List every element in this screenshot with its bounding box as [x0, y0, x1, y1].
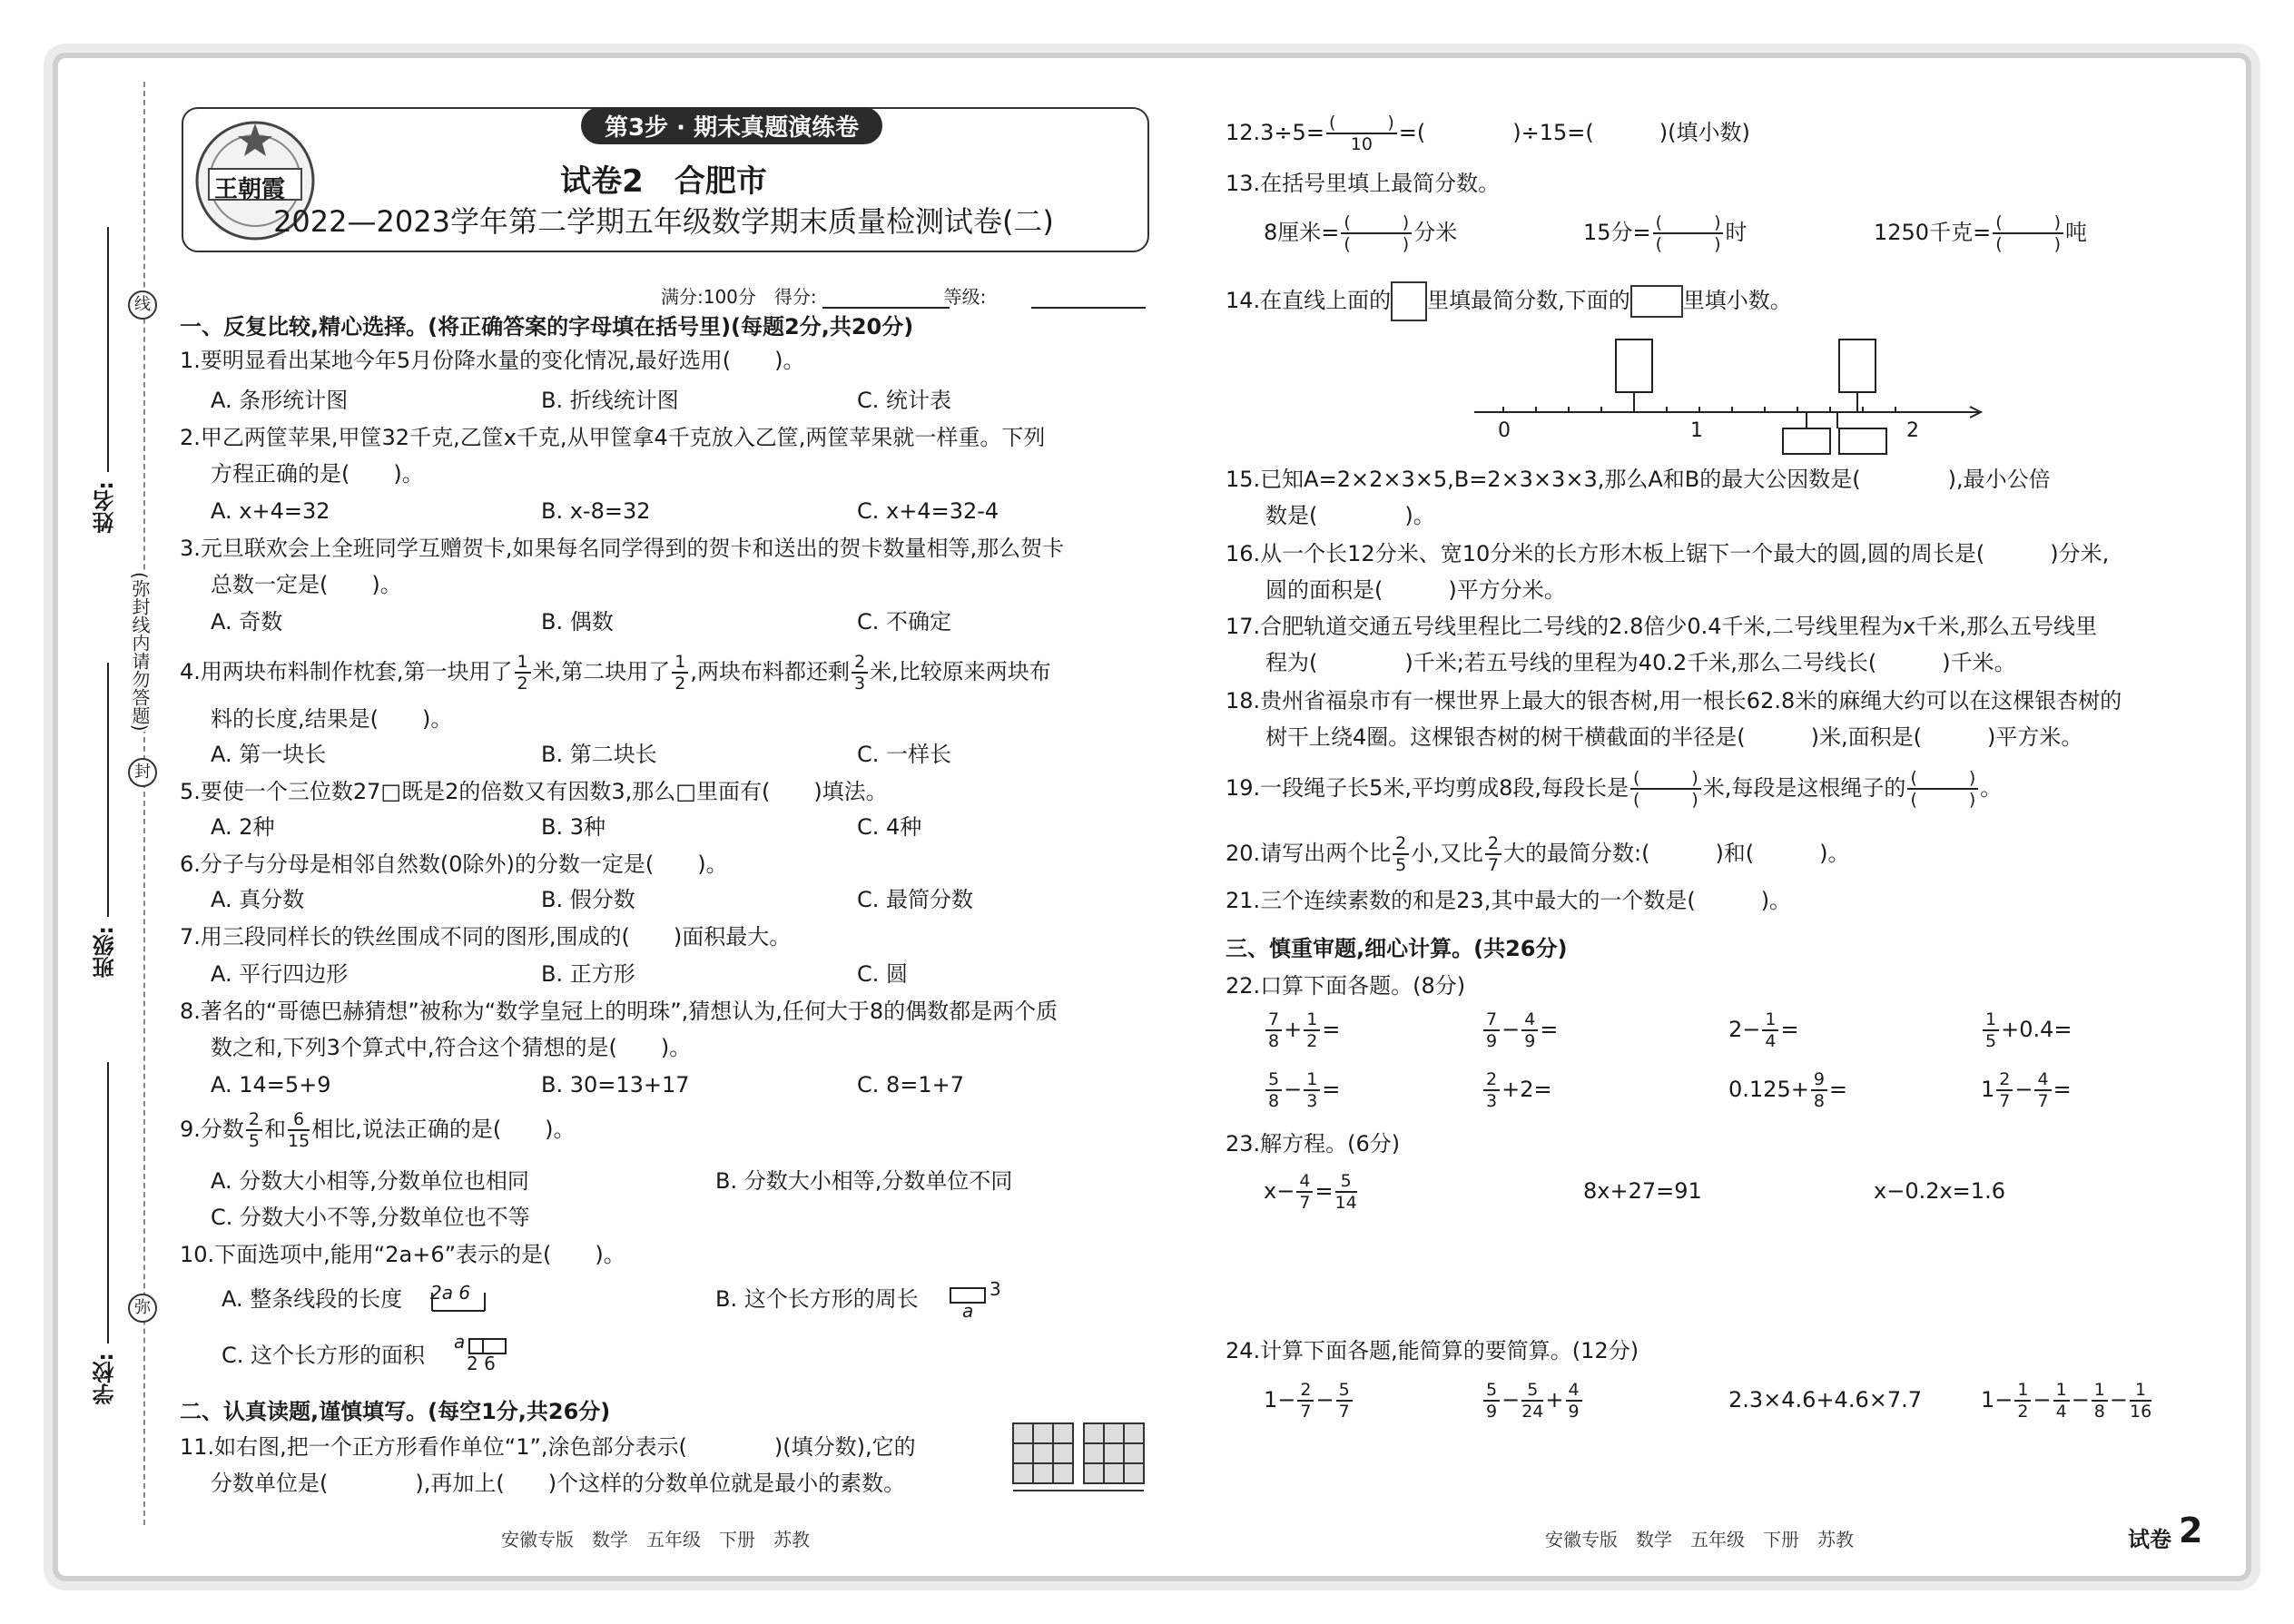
q8-opt-a[interactable]: A. 14=5+9: [211, 1072, 331, 1097]
q2-opt-c[interactable]: C. x+4=32-4: [857, 498, 999, 524]
q17-line2: 程为( )千米;若五号线的里程为40.2千米,那么二号线长( )千米。: [1265, 650, 2016, 675]
q2-line2: 方程正确的是( )。: [211, 461, 424, 487]
q1-opt-a[interactable]: A. 条形统计图: [211, 388, 349, 413]
q23-eq-3: x−0.2x=1.6: [1874, 1178, 2005, 1204]
q2-opt-a[interactable]: A. x+4=32: [211, 498, 330, 524]
q5: 5.要使一个三位数27□既是2的倍数又有因数3,那么□里面有( )填法。: [180, 779, 888, 804]
frac-q12: $\frac{( )}{10}$: [1326, 113, 1397, 154]
q1-opt-b[interactable]: B. 折线统计图: [541, 388, 679, 413]
q11-line2: 分数单位是( ),再加上( )个这样的分数单位就是最小的素数。: [211, 1471, 906, 1496]
q10-opt-c[interactable]: C. 这个长方形的面积: [222, 1343, 426, 1368]
axis-tick-2: 2: [1906, 419, 1919, 442]
grade-blank[interactable]: [1031, 307, 1146, 309]
q22-item-6: $\frac{2}{3}$ +2=: [1482, 1069, 1552, 1111]
school-label: 学校:: [93, 1353, 118, 1405]
q13-item-1: 8厘米= $\frac{( )}{( )}$ 分米: [1264, 212, 1458, 254]
q4-opt-b[interactable]: B. 第二块长: [541, 742, 657, 767]
q24-item-1: 1− $\frac{2}{7}$ − $\frac{5}{7}$: [1264, 1380, 1354, 1422]
q4-opt-a[interactable]: A. 第一块长: [211, 742, 327, 767]
q10-fig-b-side: 3: [989, 1278, 1001, 1300]
class-label: 班级:: [93, 926, 118, 979]
frac-q9a: $\frac{2}{5}$: [246, 1109, 262, 1151]
q24-item-4: 1− $\frac{1}{2}$ − $\frac{1}{4}$ − $\frac{1}{8}$ − $\frac{1}{16}$: [1981, 1380, 2152, 1422]
q22-item-2: $\frac{7}{9}$ − $\frac{4}{9}$ =: [1482, 1009, 1558, 1051]
q9: 9.分数 $\frac{2}{5}$ 和 $\frac{6}{15}$ 相比,说法正确的是( )。: [180, 1109, 576, 1151]
q1-opt-c[interactable]: C. 统计表: [857, 388, 952, 413]
q7-opt-c[interactable]: C. 圆: [857, 961, 909, 987]
seal-char-seal: 封: [128, 758, 157, 787]
q3-opt-c[interactable]: C. 不确定: [857, 609, 952, 635]
q10-fig-c-bottom: 2 6: [467, 1353, 496, 1374]
seal-note: (弥封线内请勿答题): [127, 572, 153, 732]
q13-item-2: 15分= $\frac{( )}{( )}$ 时: [1583, 212, 1748, 254]
q2-opt-b[interactable]: B. x-8=32: [541, 498, 651, 524]
q10-fig-b-bottom: a: [962, 1300, 974, 1322]
q23-eq-2: 8x+27=91: [1583, 1178, 1702, 1204]
q6-opt-b[interactable]: B. 假分数: [541, 887, 635, 912]
seal-char-line: 线: [128, 290, 157, 320]
q6: 6.分子与分母是相邻自然数(0除外)的分数一定是( )。: [180, 851, 728, 877]
footer-left: 安徽专版 数学 五年级 下册 苏教: [501, 1529, 810, 1550]
q9-opt-b[interactable]: B. 分数大小相等,分数单位不同: [715, 1168, 1013, 1194]
q22: 22.口算下面各题。(8分): [1226, 973, 1466, 999]
q6-opt-a[interactable]: A. 真分数: [211, 887, 305, 912]
footer-right: 安徽专版 数学 五年级 下册 苏教: [1545, 1529, 1854, 1550]
name-label: 姓名:: [93, 481, 118, 534]
score-blank[interactable]: [822, 307, 950, 309]
q15-line2: 数是( )。: [1265, 503, 1435, 528]
q16-line1: 16.从一个长12分米、宽10分米的长方形木板上锯下一个最大的圆,圆的周长是( )分米,: [1226, 541, 2110, 566]
q18-line2: 树干上绕4圈。这棵银杏树的树干横截面的半径是( )米,面积是( )平方米。: [1265, 724, 2083, 750]
seal-char-mi: 弥: [128, 1294, 157, 1323]
axis-tick-1: 1: [1690, 419, 1703, 442]
q22-item-5: $\frac{5}{8}$ − $\frac{1}{3}$ =: [1264, 1069, 1340, 1111]
q21: 21.三个连续素数的和是23,其中最大的一个数是( )。: [1226, 888, 1792, 913]
q5-opt-b[interactable]: B. 3种: [541, 814, 605, 840]
q24: 24.计算下面各题,能简算的要简算。(12分): [1226, 1338, 1639, 1363]
q19: 19.一段绳子长5米,平均剪成8段,每段长是 $\frac{( )}{( )}$ 米,每段是这根绳子的 $\frac{( )}{( )}$ 。: [1226, 768, 2003, 810]
q24-item-2: $\frac{5}{9}$ − $\frac{5}{24}$ + $\frac{4}{9}$: [1482, 1380, 1584, 1422]
frac-half-2: $\frac{1}{2}$: [672, 652, 688, 694]
q4-line2: 料的长度,结果是( )。: [211, 706, 453, 732]
q7-opt-a[interactable]: A. 平行四边形: [211, 961, 349, 987]
q11-square-grids: [1011, 1422, 1147, 1496]
frac-q9b: $\frac{6}{15}$: [288, 1109, 310, 1151]
q10-segment-figure: [430, 1289, 487, 1314]
q8-opt-c[interactable]: C. 8=1+7: [857, 1072, 965, 1097]
section-2-heading: 二、认真读题,谨慎填写。(每空1分,共26分): [180, 1399, 611, 1424]
q22-item-7: 0.125+ $\frac{9}{8}$ =: [1728, 1069, 1848, 1111]
paper-title: 试卷2 合肥市: [560, 163, 767, 200]
q6-opt-c[interactable]: C. 最简分数: [857, 887, 974, 912]
q9-opt-c[interactable]: C. 分数大小不等,分数单位也不等: [211, 1205, 530, 1230]
q5-opt-c[interactable]: C. 4种: [857, 814, 922, 840]
step-badge: 第3步 · 期末真题演练卷: [581, 107, 882, 144]
q22-item-4: $\frac{1}{5}$ +0.4=: [1981, 1009, 2072, 1051]
class-underline: [107, 663, 109, 917]
q22-item-3: 2− $\frac{1}{4}$ =: [1728, 1009, 1799, 1051]
q8-line1: 8.著名的“哥德巴赫猜想”被称为“数学皇冠上的明珠”,猜想认为,任何大于8的偶数都是两个质: [180, 999, 1058, 1024]
q22-item-8: 1 $\frac{2}{7}$ − $\frac{4}{7}$ =: [1981, 1069, 2072, 1111]
q3-line1: 3.元旦联欢会上全班同学互赠贺卡,如果每名同学得到的贺卡和送出的贺卡数量相等,那么贺卡: [180, 536, 1065, 561]
axis-tick-0: 0: [1498, 419, 1511, 442]
page-label: 试卷: [2128, 1527, 2171, 1552]
q3-opt-a[interactable]: A. 奇数: [211, 609, 283, 635]
q4-line1: 4.用两块布料制作枕套,第一块用了 $\frac{1}{2}$ 米,第二块用了 $\frac{1}{2}$ ,两块布料都还剩 $\frac{2}{3}$ 米,比较原来两块布: [180, 652, 1051, 694]
section-1-heading: 一、反复比较,精心选择。(将正确答案的字母填在括号里)(每题2分,共20分): [180, 314, 914, 340]
q8-line2: 数之和,下列3个算式中,符合这个猜想的是( )。: [211, 1035, 692, 1060]
name-underline: [107, 227, 109, 472]
q22-item-1: $\frac{7}{8}$ + $\frac{1}{2}$ =: [1264, 1009, 1340, 1051]
q7-opt-b[interactable]: B. 正方形: [541, 961, 635, 987]
school-underline: [107, 1062, 109, 1343]
q23-eq-1: x− $\frac{4}{7}$ = $\frac{5}{14}$: [1264, 1171, 1357, 1213]
q1: 1.要明显看出某地今年5月份降水量的变化情况,最好选用( )。: [180, 348, 805, 373]
q2-line1: 2.甲乙两筐苹果,甲筐32千克,乙筐x千克,从甲筐拿4千克放入乙筐,两筐苹果就一样重。下列: [180, 425, 1046, 450]
q9-opt-a[interactable]: A. 分数大小相等,分数单位也相同: [211, 1168, 529, 1194]
q10-opt-b[interactable]: B. 这个长方形的周长: [715, 1286, 919, 1312]
q10-fig-a-label: 2a 6: [430, 1282, 471, 1304]
q24-item-3: 2.3×4.6+4.6×7.7: [1728, 1387, 1922, 1412]
q20: 20.请写出两个比 $\frac{2}{5}$ 小,又比 $\frac{2}{7}$ 大的最简分数:( )和( )。: [1226, 833, 1850, 875]
score-line: 满分:100分 得分: 等级:: [661, 286, 987, 308]
q5-opt-a[interactable]: A. 2种: [211, 814, 275, 840]
q14: 14.在直线上面的 里填最简分数,下面的 里填小数。: [1226, 281, 1792, 321]
q7: 7.用三段同样长的铁丝围成不同的图形,围成的( )面积最大。: [180, 924, 792, 950]
q10-fig-c-top: a: [454, 1331, 466, 1353]
q3-opt-b[interactable]: B. 偶数: [541, 609, 614, 635]
frac-half-1: $\frac{1}{2}$: [515, 652, 531, 694]
page-number: 2: [2179, 1511, 2203, 1550]
q16-line2: 圆的面积是( )平方分米。: [1265, 577, 1566, 603]
q4-opt-c[interactable]: C. 一样长: [857, 742, 952, 767]
q13: 13.在括号里填上最简分数。: [1226, 171, 1501, 196]
logo-text: 王朝霞: [214, 176, 286, 203]
q17-line1: 17.合肥轨道交通五号线里程比二号线的2.8倍少0.4千米,二号线里程为x千米,那么五号线里: [1226, 614, 2097, 639]
q8-opt-b[interactable]: B. 30=13+17: [541, 1072, 690, 1097]
q18-line1: 18.贵州省福泉市有一棵世界上最大的银杏树,用一根长62.8米的麻绳大约可以在这棵银杏树的: [1226, 688, 2122, 714]
q14-box-lower[interactable]: [1630, 285, 1683, 318]
q3-line2: 总数一定是( )。: [211, 572, 402, 597]
q23: 23.解方程。(6分): [1226, 1131, 1401, 1156]
q14-box-upper[interactable]: [1391, 281, 1427, 321]
paper-subtitle: 2022—2023学年第二学期五年级数学期末质量检测试卷(二): [273, 204, 1054, 239]
q12: 12.3÷5= $\frac{( )}{10}$ =( )÷15=( )(填小数): [1226, 113, 1750, 154]
section-3-heading: 三、慎重审题,细心计算。(共26分): [1226, 936, 1568, 961]
q13-item-3: 1250千克= $\frac{( )}{( )}$ 吨: [1874, 212, 2088, 254]
frac-two-thirds: $\frac{2}{3}$: [852, 652, 868, 694]
q10: 10.下面选项中,能用“2a+6”表示的是( )。: [180, 1242, 625, 1267]
q15-line1: 15.已知A=2×2×3×5,B=2×3×3×3,那么A和B的最大公因数是( ),最小公倍: [1226, 467, 2051, 492]
q10-opt-a[interactable]: A. 整条线段的长度: [222, 1286, 403, 1312]
q11-line1: 11.如右图,把一个正方形看作单位“1”,涂色部分表示( )(填分数),它的: [180, 1434, 916, 1460]
